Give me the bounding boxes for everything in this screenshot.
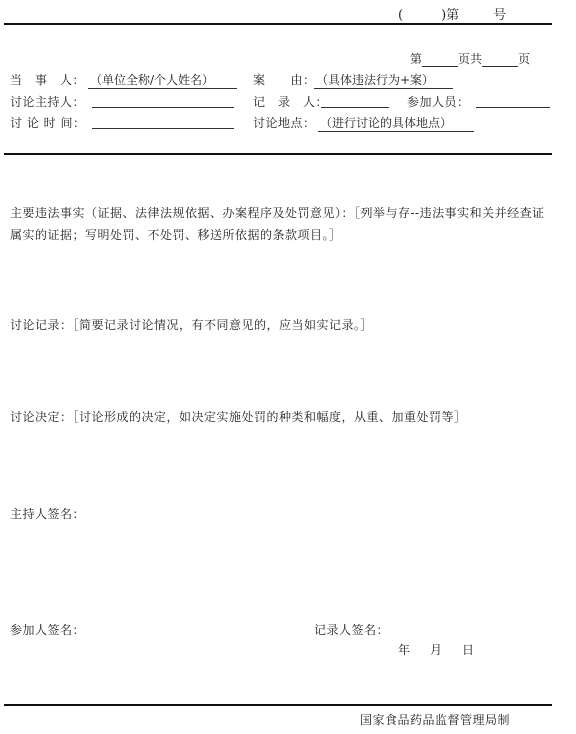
document-number bbox=[398, 4, 506, 23]
recorder-signature-label: 记录人签名： bbox=[314, 623, 390, 637]
issuer: 国家食品药品监督管理局制 bbox=[360, 713, 511, 727]
host-signature-label: 主持人签名： bbox=[10, 507, 86, 521]
party-label: 当 事 人： bbox=[10, 73, 86, 87]
doc-no-mid: 第 bbox=[446, 8, 460, 23]
page-number-field[interactable] bbox=[422, 52, 458, 67]
party-value[interactable]: （单位全称/个人姓名） bbox=[88, 71, 237, 89]
page-info bbox=[410, 50, 530, 67]
case-value[interactable]: （具体违法行为+案） bbox=[314, 71, 453, 89]
bottom-rule bbox=[4, 704, 552, 706]
participants-field[interactable] bbox=[476, 93, 550, 108]
page-total-field[interactable] bbox=[482, 52, 518, 67]
host-label: 讨论主持人： bbox=[10, 95, 86, 109]
record-section: 讨论记录：［简要记录讨论情况，有不同意见的，应当如实记录。］ bbox=[10, 318, 374, 332]
date-month: 月 bbox=[430, 643, 443, 657]
date-year: 年 bbox=[398, 643, 411, 657]
case-label: 案 由： bbox=[253, 73, 316, 87]
time-field[interactable] bbox=[92, 114, 234, 129]
participants-signature-label: 参加人签名： bbox=[10, 623, 86, 637]
facts-section: 主要违法事实（证据、法律法规依据、办案程序及处罚意见）：［列举与存--违法事实和关并经查证属实的证据；写明处罚、不处罚、移送所依据的条款项目。］ bbox=[10, 206, 545, 242]
participants-label: 参加人员： bbox=[407, 95, 470, 109]
date-day: 日 bbox=[462, 643, 475, 657]
doc-no-close: ) bbox=[441, 8, 447, 23]
top-rule bbox=[4, 23, 552, 25]
host-field[interactable] bbox=[92, 93, 234, 108]
place-value[interactable]: （进行讨论的具体地点） bbox=[318, 114, 474, 132]
doc-no-suffix: 号 bbox=[493, 8, 507, 23]
recorder-field[interactable] bbox=[321, 93, 389, 108]
time-label: 讨 论 时 间： bbox=[10, 116, 86, 130]
page-prefix: 第 bbox=[410, 52, 423, 66]
recorder-label: 记 录 人： bbox=[253, 95, 329, 109]
middle-rule bbox=[4, 153, 552, 155]
place-label: 讨论地点： bbox=[253, 116, 316, 130]
signature-date bbox=[398, 641, 474, 658]
page-mid: 页共 bbox=[458, 52, 483, 66]
decision-section: 讨论决定：［讨论形成的决定，如决定实施处罚的种类和幅度，从重、加重处罚等］ bbox=[10, 410, 467, 424]
doc-no-open: ( bbox=[398, 8, 404, 23]
page-suffix: 页 bbox=[518, 52, 531, 66]
